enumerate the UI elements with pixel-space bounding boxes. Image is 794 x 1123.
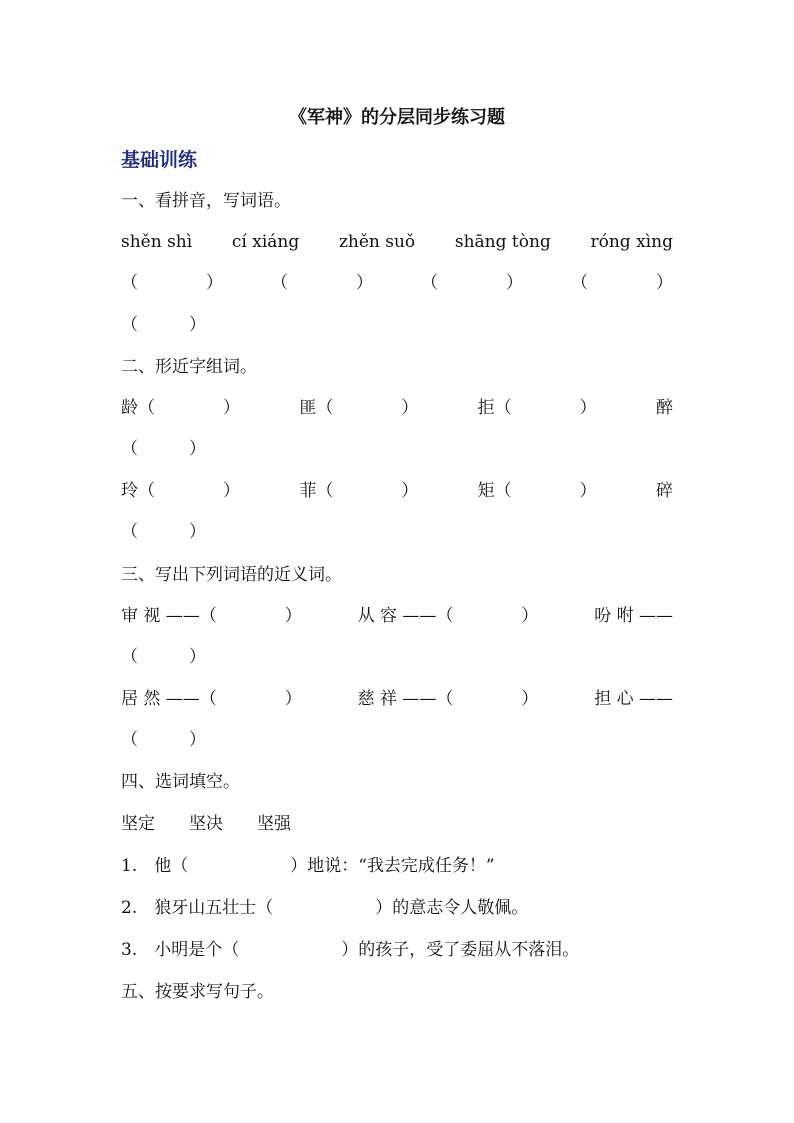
answer-blank[interactable]: （ ） [121, 647, 206, 667]
synonym-item[interactable]: 从 容 ——（ ） [357, 606, 539, 626]
q4-options: 坚定 坚决 坚强 [121, 814, 291, 834]
pinyin-item: shāng tòng [454, 232, 551, 252]
word-group-item[interactable]: 龄（ ） [121, 398, 240, 418]
q4-heading: 四、选词填空。 [121, 772, 240, 792]
word-group-item: 醉 [655, 398, 673, 418]
answer-blank[interactable]: （ ） [121, 439, 206, 459]
word-group-item[interactable]: 玲（ ） [121, 481, 240, 501]
word-group-item[interactable]: 矩（ ） [477, 481, 597, 501]
answer-blank[interactable]: （ ） [121, 315, 206, 335]
pinyin-item: zhěn suǒ [338, 232, 416, 252]
pinyin-item: cí xiáng [231, 232, 300, 252]
answer-blank[interactable]: （ ） [121, 273, 223, 293]
q2-row-1 [121, 396, 673, 420]
fill-blank-sentence[interactable]: 1. 他（ ）地说：“我去完成任务！” [121, 856, 495, 876]
q3-row-1 [121, 604, 673, 628]
fill-blank-sentence[interactable]: 3. 小明是个（ ）的孩子，受了委屈从不落泪。 [121, 940, 580, 960]
synonym-item[interactable]: 居 然 ——（ ） [121, 689, 302, 709]
synonym-item[interactable]: 慈 祥 ——（ ） [357, 689, 539, 709]
answer-blank[interactable]: （ ） [121, 522, 206, 542]
q5-heading: 五、按要求写句子。 [121, 982, 274, 1002]
worksheet-title: 《军神》的分层同步练习题 [289, 107, 505, 128]
q1-pinyin-row [121, 230, 673, 254]
fill-blank-sentence[interactable]: 2. 狼牙山五壮士（ ）的意志令人敬佩。 [121, 898, 529, 918]
pinyin-item: róng xìng [590, 232, 673, 252]
word-group-item: 碎 [655, 481, 673, 501]
synonym-item[interactable]: 审 视 ——（ ） [121, 606, 302, 626]
q3-heading: 三、写出下列词语的近义词。 [121, 565, 342, 585]
answer-blank[interactable]: （ ） [271, 273, 373, 293]
q2-heading: 二、形近字组词。 [121, 357, 257, 377]
synonym-item: 担 心 —— [594, 689, 673, 709]
q2-row-2 [121, 479, 673, 503]
q1-heading: 一、看拼音，写词语。 [121, 191, 291, 211]
q3-row-2 [121, 687, 673, 711]
word-group-item[interactable]: 菲（ ） [299, 481, 419, 501]
synonym-item: 吩 咐 —— [594, 606, 673, 626]
q1-blank-row [121, 271, 673, 295]
pinyin-item: shěn shì [121, 232, 193, 252]
word-group-item[interactable]: 拒（ ） [477, 398, 597, 418]
answer-blank[interactable]: （ ） [421, 273, 523, 293]
answer-blank[interactable]: （ ） [571, 273, 673, 293]
answer-blank[interactable]: （ ） [121, 730, 206, 750]
word-group-item[interactable]: 匪（ ） [299, 398, 419, 418]
section-heading-basic-training: 基础训练 [121, 149, 198, 171]
